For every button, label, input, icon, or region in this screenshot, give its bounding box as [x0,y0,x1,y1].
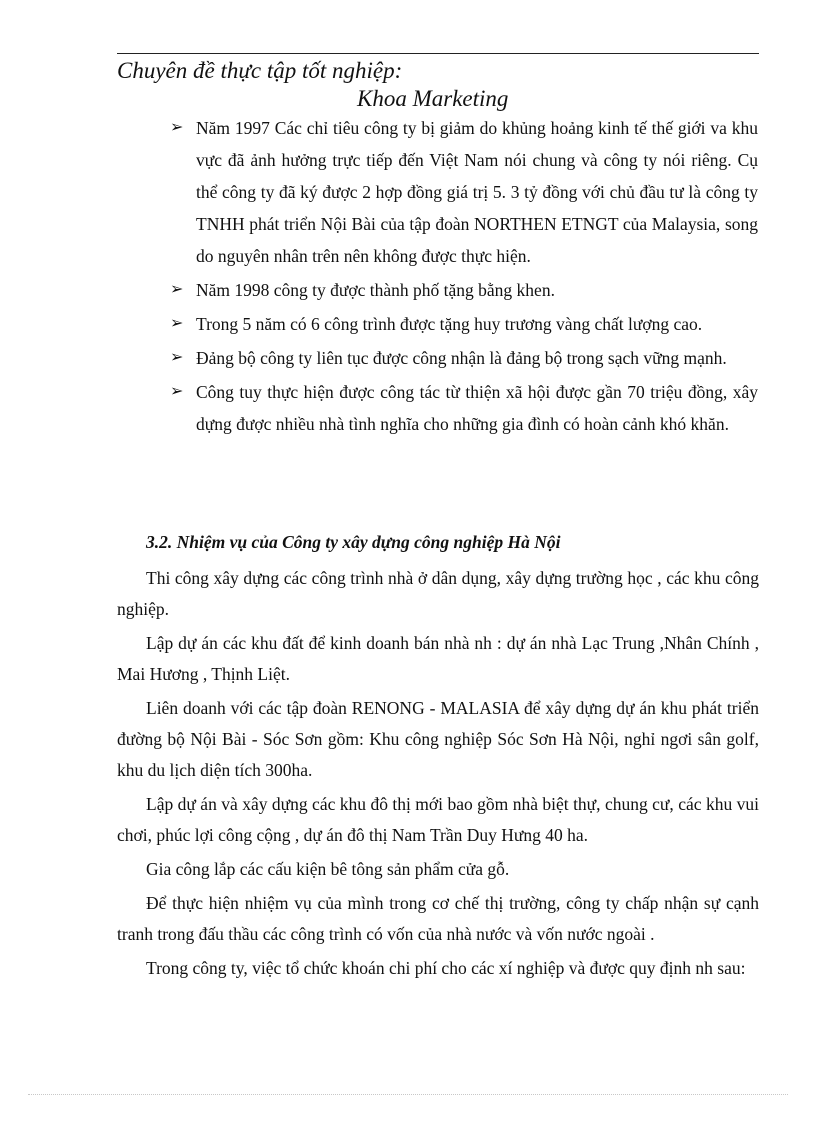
document-header-faculty: Khoa Marketing [357,86,509,111]
arrow-bullet-icon: ➢ [170,281,184,298]
list-item [170,274,758,306]
achievement-list [170,112,758,442]
section-heading: 3.2. Nhiệm vụ của Công ty xây dựng công nghiệp Hà Nội [146,532,561,552]
arrow-bullet-icon: ➢ [170,383,184,400]
arrow-bullet-icon: ➢ [170,119,184,136]
section-body [117,563,759,987]
paragraph: Trong công ty, việc tổ chức khoán chi phí cho các xí nghiệp và được quy định nh sau: [146,958,746,978]
paragraph: Lập dự án và xây dựng các khu đô thị mới bao gồm nhà biệt thự, chung cư, các khu vui chơi, phúc lợi công cộng , dự án đô thị Nam Trần Duy Hưng 40 ha. [117,794,759,845]
list-item [170,342,758,374]
document-header-title: Chuyên đề thực tập tốt nghiệp: [117,58,403,83]
header-rule [117,53,759,54]
list-item-text: Năm 1997 Các chỉ tiêu công ty bị giảm do khủng hoảng kinh tế thế giới va khu vực đã ảnh hưởng trực tiếp đến Việt Nam nói chung và công ty nói riêng. Cụ thể công ty đã ký được 2 hợp đồng giá trị 5. 3 tỷ đồng với chủ đầu tư là công ty TNHH phát triển Nội Bài của tập đoàn NORTHEN ETNGT của Malaysia, song do nguyên nhân trên nên không được thực hiện. [196,118,758,266]
paragraph: Để thực hiện nhiệm vụ của mình trong cơ chế thị trường, công ty chấp nhận sự cạnh tranh trong đấu thầu các công trình có vốn của nhà nước và vốn nước ngoài . [117,893,759,944]
footer-rule [28,1094,788,1095]
list-item-text: Trong 5 năm có 6 công trình được tặng huy trương vàng chất lượng cao. [196,314,703,334]
paragraph: Gia công lắp các cấu kiện bê tông sản phẩm cửa gỗ. [146,859,510,879]
list-item [170,308,758,340]
list-item [170,112,758,272]
paragraph: Lập dự án các khu đất để kinh doanh bán nhà nh : dự án nhà Lạc Trung ,Nhân Chính , Mai Hương , Thịnh Liệt. [117,633,759,684]
paragraph: Liên doanh với các tập đoàn RENONG - MALASIA để xây dựng dự án khu phát triển đường bộ Nội Bài - Sóc Sơn gồm: Khu công nghiệp Sóc Sơn Hà Nội, nghỉ ngơi sân golf, khu du lịch diện tích 300ha. [117,698,759,780]
paragraph: Thi công xây dựng các công trình nhà ở dân dụng, xây dựng trường học , các khu công nghiệp. [117,568,759,619]
list-item-text: Công tuy thực hiện được công tác từ thiện xã hội được gần 70 triệu đồng, xây dựng được nhiều nhà tình nghĩa cho những gia đình có hoàn cảnh khó khăn. [196,382,758,434]
list-item [170,376,758,440]
list-item-text: Năm 1998 công ty được thành phố tặng bằng khen. [196,280,555,300]
arrow-bullet-icon: ➢ [170,315,184,332]
list-item-text: Đảng bộ công ty liên tục được công nhận là đảng bộ trong sạch vững mạnh. [196,348,727,368]
arrow-bullet-icon: ➢ [170,349,184,366]
